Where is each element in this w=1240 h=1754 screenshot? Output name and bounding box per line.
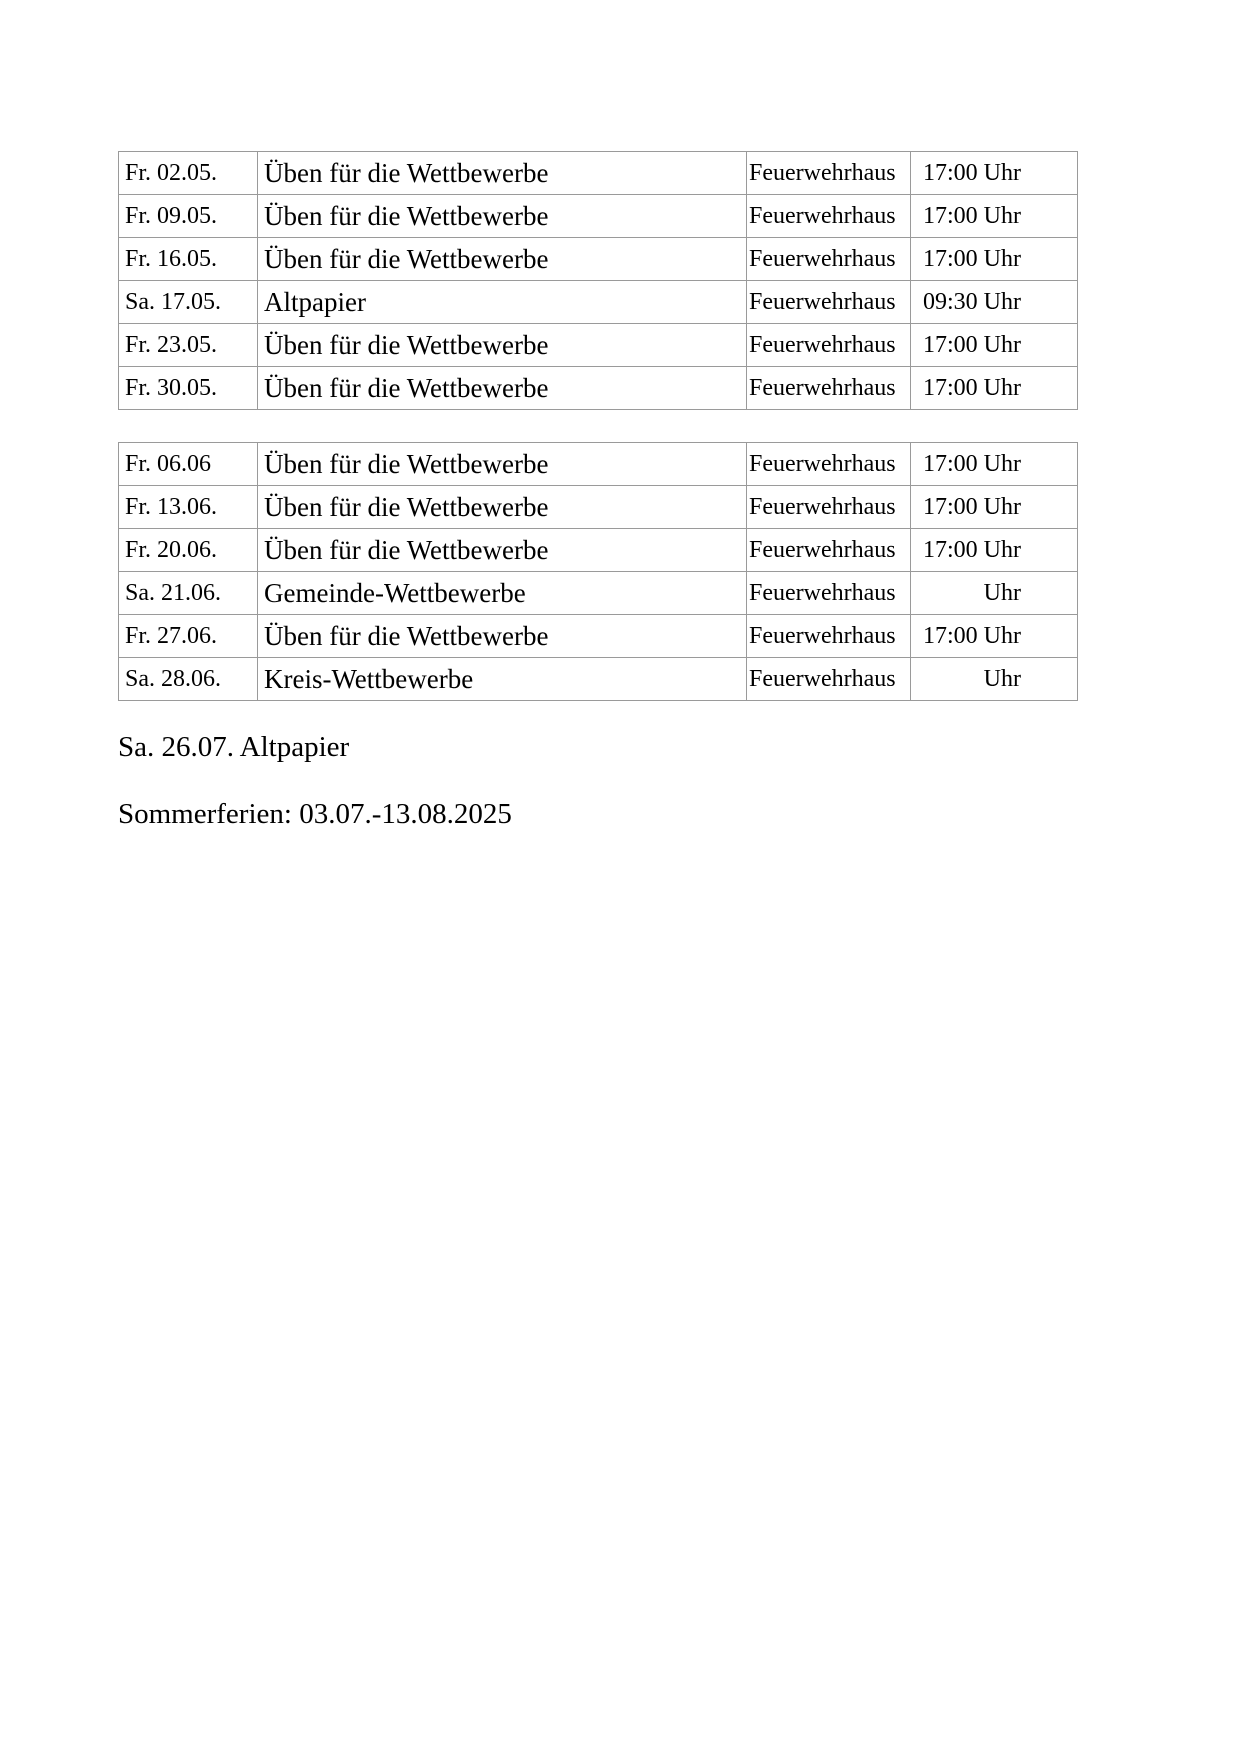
date-cell: Fr. 23.05.: [119, 324, 258, 367]
date-cell: Sa. 21.06.: [119, 572, 258, 615]
place-cell: Feuerwehrhaus: [747, 443, 911, 486]
event-cell: Üben für die Wettbewerbe: [258, 443, 747, 486]
date-cell: Fr. 27.06.: [119, 615, 258, 658]
table-row: [119, 529, 1078, 572]
event-cell: Üben für die Wettbewerbe: [258, 152, 747, 195]
time-cell: [911, 572, 1078, 615]
table-row: [119, 615, 1078, 658]
time-text: 17:00 Uhr: [923, 536, 1021, 563]
time-cell: [911, 238, 1078, 281]
date-cell: Fr. 13.06.: [119, 486, 258, 529]
time-cell: [911, 443, 1078, 486]
table-row: [119, 486, 1078, 529]
event-cell: Altpapier: [258, 281, 747, 324]
date-cell: Fr. 30.05.: [119, 367, 258, 410]
time-text: 17:00 Uhr: [923, 493, 1021, 520]
table-row: [119, 238, 1078, 281]
event-cell: Gemeinde-Wettbewerbe: [258, 572, 747, 615]
time-text: 17:00 Uhr: [923, 245, 1021, 272]
event-cell: Üben für die Wettbewerbe: [258, 324, 747, 367]
table-row: [119, 572, 1078, 615]
time-cell: [911, 152, 1078, 195]
time-text: 17:00 Uhr: [923, 331, 1021, 358]
table-row: [119, 324, 1078, 367]
time-cell: [911, 324, 1078, 367]
date-cell: Fr. 09.05.: [119, 195, 258, 238]
date-cell: Fr. 16.05.: [119, 238, 258, 281]
time-text: 17:00 Uhr: [923, 159, 1021, 186]
event-cell: Kreis-Wettbewerbe: [258, 658, 747, 701]
place-cell: Feuerwehrhaus: [747, 615, 911, 658]
note-altpapier: Sa. 26.07. Altpapier: [118, 731, 350, 763]
date-cell: Fr. 06.06: [119, 443, 258, 486]
time-text: 17:00 Uhr: [923, 622, 1021, 649]
event-cell: Üben für die Wettbewerbe: [258, 195, 747, 238]
date-cell: Sa. 17.05.: [119, 281, 258, 324]
table-row: [119, 443, 1078, 486]
table-row: [119, 367, 1078, 410]
place-cell: Feuerwehrhaus: [747, 529, 911, 572]
event-cell: Üben für die Wettbewerbe: [258, 367, 747, 410]
table-row: [119, 281, 1078, 324]
place-cell: Feuerwehrhaus: [747, 572, 911, 615]
event-cell: Üben für die Wettbewerbe: [258, 615, 747, 658]
date-cell: Fr. 02.05.: [119, 152, 258, 195]
place-cell: Feuerwehrhaus: [747, 152, 911, 195]
schedule-table-may: [118, 151, 1078, 410]
time-cell: [911, 486, 1078, 529]
time-cell: [911, 529, 1078, 572]
place-cell: Feuerwehrhaus: [747, 281, 911, 324]
time-text: 17:00 Uhr: [923, 450, 1021, 477]
place-cell: Feuerwehrhaus: [747, 195, 911, 238]
place-cell: Feuerwehrhaus: [747, 486, 911, 529]
table-row: [119, 658, 1078, 701]
table-row: [119, 195, 1078, 238]
place-cell: Feuerwehrhaus: [747, 658, 911, 701]
time-text: 17:00 Uhr: [923, 202, 1021, 229]
date-cell: Fr. 20.06.: [119, 529, 258, 572]
time-cell: [911, 658, 1078, 701]
event-cell: Üben für die Wettbewerbe: [258, 486, 747, 529]
time-text: 17:00 Uhr: [923, 374, 1021, 401]
time-text: Uhr: [983, 579, 1021, 606]
time-cell: [911, 367, 1078, 410]
time-text: 09:30 Uhr: [923, 288, 1021, 315]
schedule-table-june: [118, 442, 1078, 701]
time-text: Uhr: [983, 665, 1021, 692]
date-cell: Sa. 28.06.: [119, 658, 258, 701]
time-cell: [911, 281, 1078, 324]
event-cell: Üben für die Wettbewerbe: [258, 529, 747, 572]
table-row: [119, 152, 1078, 195]
note-sommerferien: Sommerferien: 03.07.-13.08.2025: [118, 798, 512, 830]
place-cell: Feuerwehrhaus: [747, 238, 911, 281]
event-cell: Üben für die Wettbewerbe: [258, 238, 747, 281]
time-cell: [911, 615, 1078, 658]
time-cell: [911, 195, 1078, 238]
place-cell: Feuerwehrhaus: [747, 367, 911, 410]
place-cell: Feuerwehrhaus: [747, 324, 911, 367]
